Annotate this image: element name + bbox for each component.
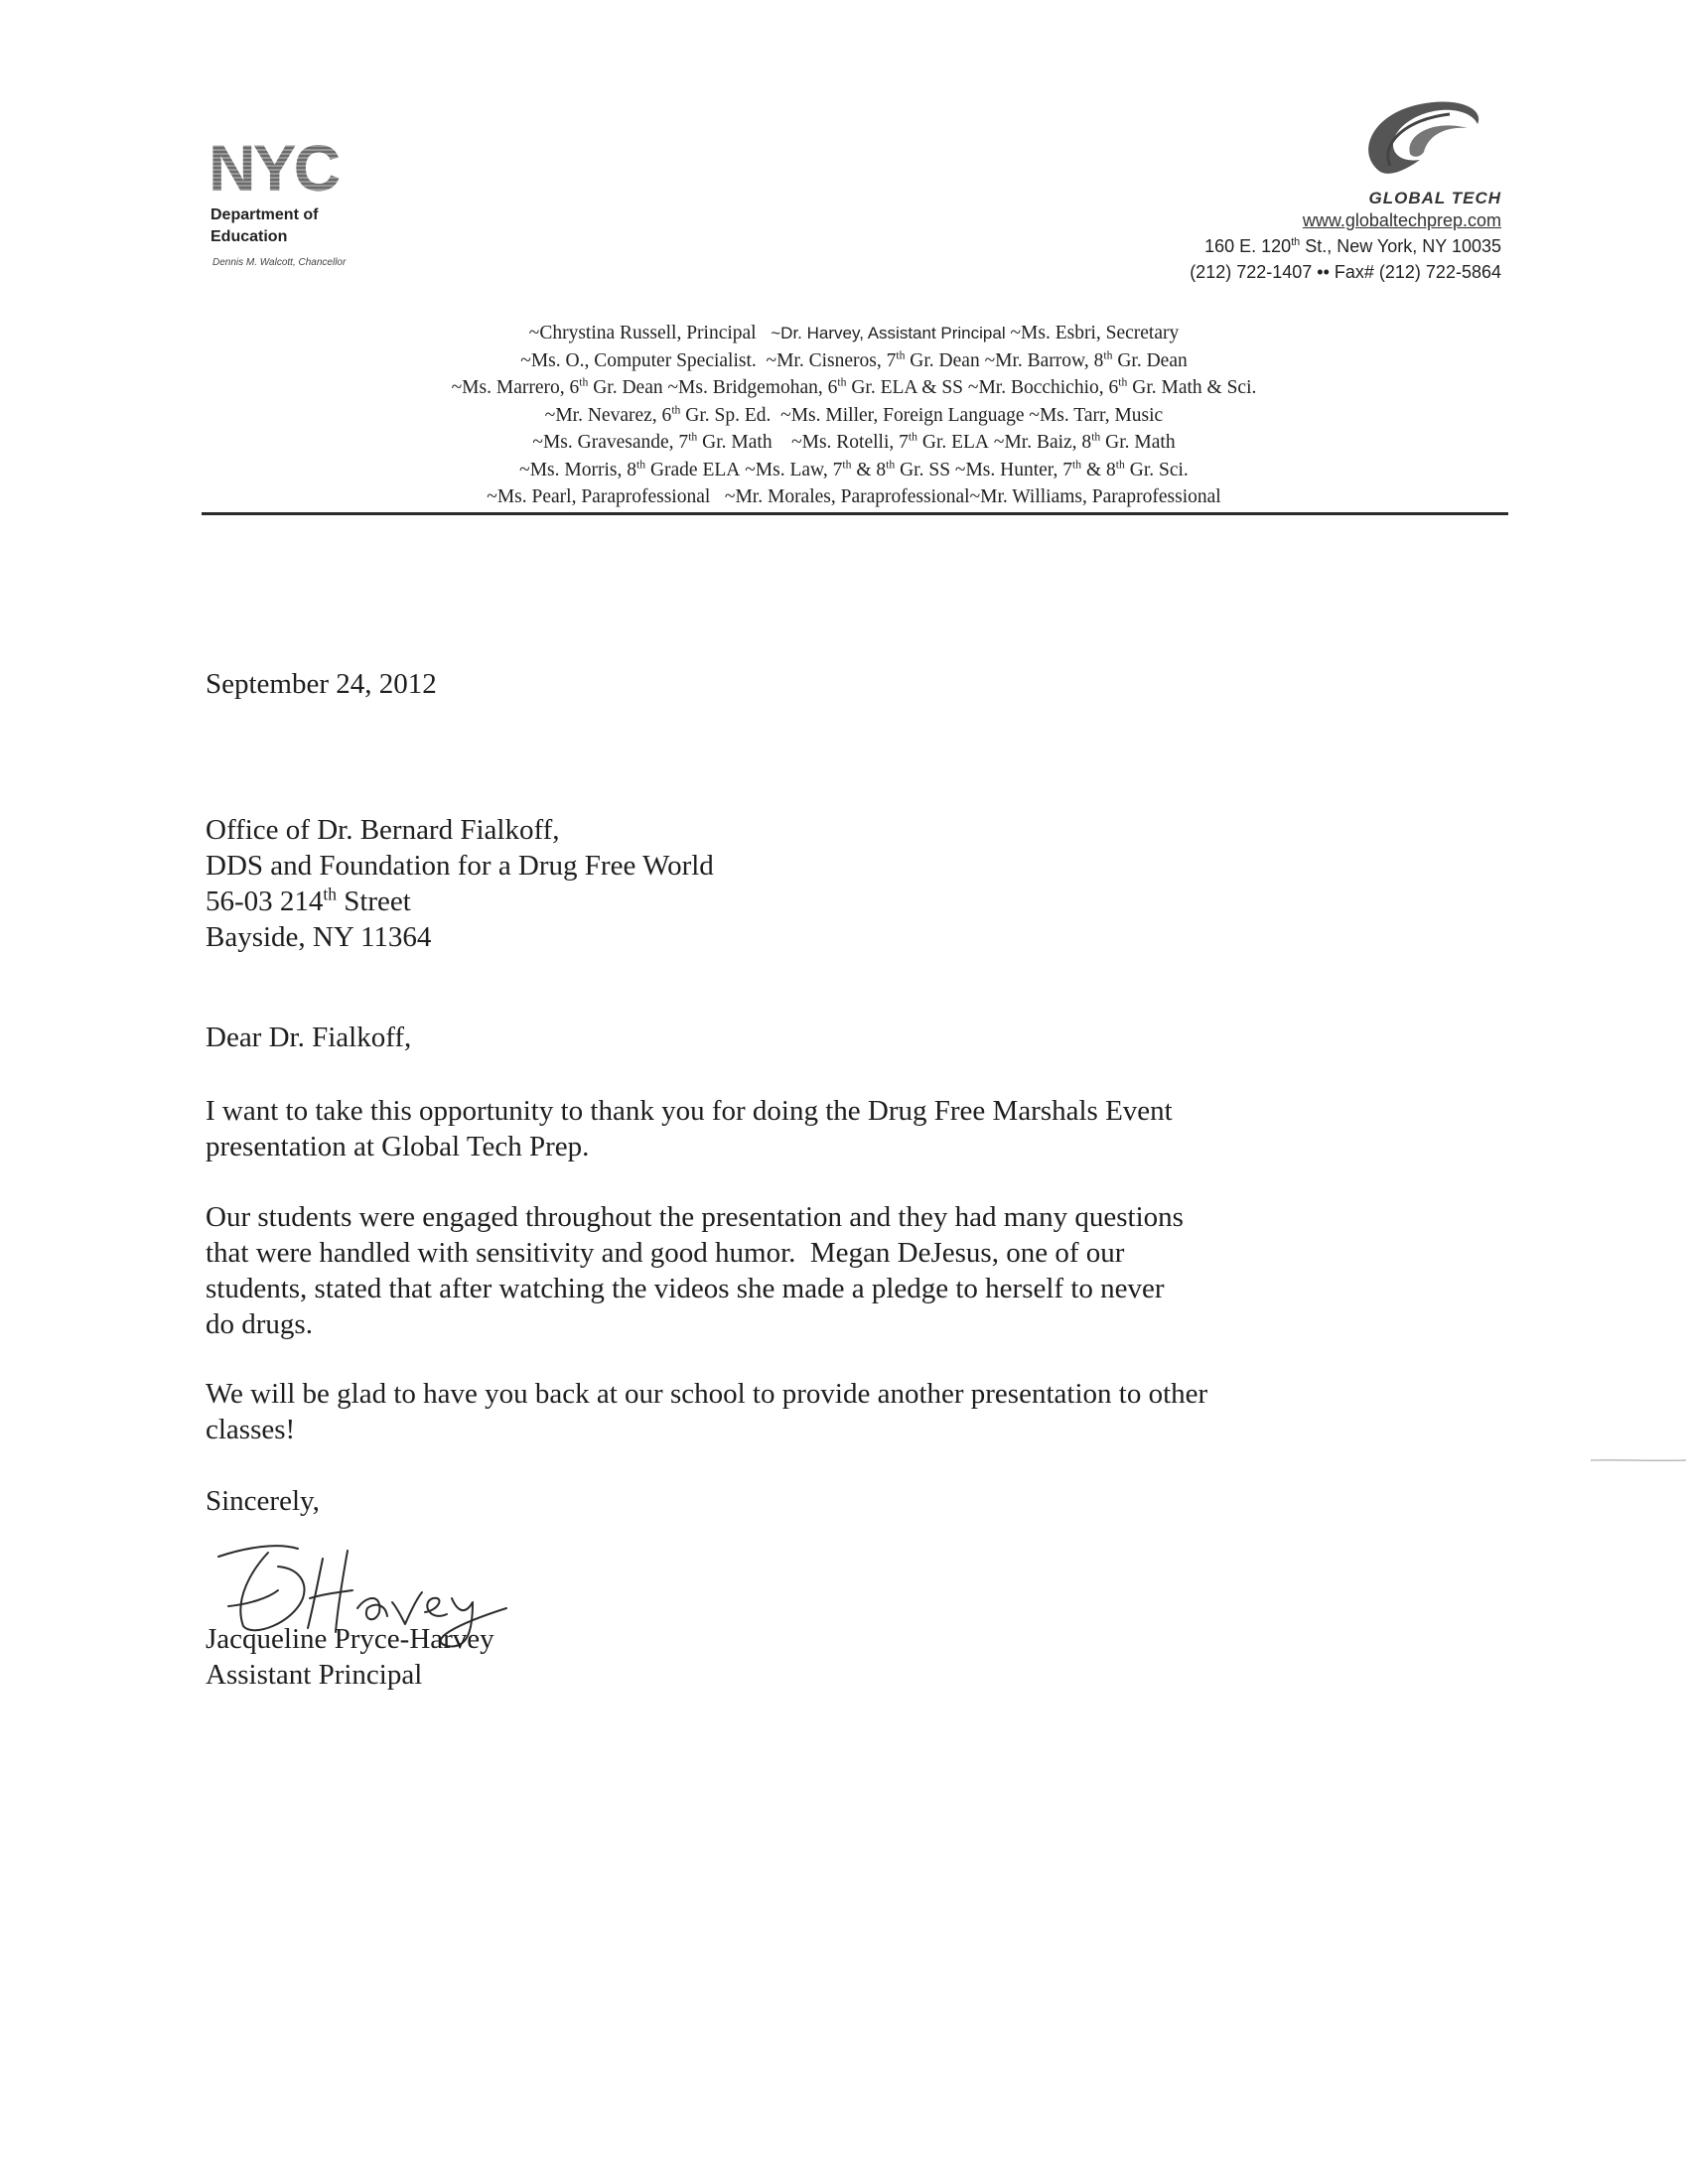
recipient-line-1: Office of Dr. Bernard Fialkoff, — [206, 814, 560, 846]
school-name: GLOBAL TECH — [1368, 189, 1501, 207]
staff-line-5: ~Ms. Gravesande, 7th Gr. Math ~Ms. Rotelli, 7th Gr. ELA ~Mr. Baiz, 8th Gr. Math — [532, 430, 1176, 453]
doe-line-1: Department of — [211, 206, 319, 223]
staff-line-4: ~Mr. Nevarez, 6th Gr. Sp. Ed. ~Ms. Miller, Foreign Language ~Ms. Tarr, Music — [544, 403, 1164, 426]
paragraph-3 — [206, 1376, 1516, 1447]
paragraph-1-line-2: presentation at Global Tech Prep. — [206, 1131, 590, 1162]
staff-line-1: ~Chrystina Russell, Principal ~Dr. Harvey, Assistant Principal ~Ms. Esbri, Secretary — [528, 323, 1180, 343]
letterhead-divider — [202, 512, 1508, 515]
paragraph-2-line-3: students, stated that after watching the videos she made a pledge to herself to never — [206, 1273, 1165, 1304]
paragraph-2-line-4: do drugs. — [206, 1308, 313, 1340]
staff-line-6: ~Ms. Morris, 8th Grade ELA ~Ms. Law, 7th & 8th Gr. SS ~Ms. Hunter, 7th & 8th Gr. Sci. — [519, 458, 1189, 480]
staff-line-3: ~Ms. Marrero, 6th Gr. Dean ~Ms. Bridgemohan, 6th Gr. ELA & SS ~Mr. Bocchichio, 6th Gr. Math & Sci. — [451, 375, 1257, 398]
staff-list — [199, 320, 1509, 511]
school-phone-fax: (212) 722-1407 •• Fax# (212) 722-5864 — [1190, 262, 1501, 282]
school-website-link[interactable]: www.globaltechprep.com — [1302, 210, 1501, 230]
paragraph-2 — [206, 1199, 1516, 1342]
paragraph-2-line-1: Our students were engaged throughout the presentation and they had many questions — [206, 1201, 1184, 1233]
recipient-line-3: 56-03 214th Street — [206, 884, 411, 917]
staff-line-2: ~Ms. O., Computer Specialist. ~Mr. Cisneros, 7th Gr. Dean ~Mr. Barrow, 8th Gr. Dean — [520, 348, 1188, 371]
paragraph-3-line-1: We will be glad to have you back at our school to provide another presentation to other — [206, 1378, 1208, 1410]
doe-line-2: Education — [211, 228, 288, 245]
nyc-logo-text: NYC — [209, 139, 339, 201]
paragraph-3-line-2: classes! — [206, 1414, 296, 1445]
global-tech-logo-icon — [1350, 94, 1489, 189]
nyc-logo — [209, 139, 377, 201]
letter-date: September 24, 2012 — [206, 668, 437, 700]
scan-edge-mark — [1589, 1457, 1688, 1463]
salutation: Dear Dr. Fialkoff, — [206, 1022, 412, 1053]
recipient-line-4: Bayside, NY 11364 — [206, 921, 432, 953]
signer-title: Assistant Principal — [206, 1659, 423, 1691]
staff-line-7: ~Ms. Pearl, Paraprofessional ~Mr. Morales, Paraprofessional~Mr. Williams, Paraprofessional — [487, 486, 1221, 507]
signer-name: Jacqueline Pryce-Harvey — [206, 1623, 494, 1655]
school-address: 160 E. 120th St., New York, NY 10035 — [1204, 236, 1501, 256]
chancellor-line: Dennis M. Walcott, Chancellor — [212, 257, 347, 268]
paragraph-1-line-1: I want to take this opportunity to thank you for doing the Drug Free Marshals Event — [206, 1095, 1173, 1127]
paragraph-2-line-2: that were handled with sensitivity and good humor. Megan DeJesus, one of our — [206, 1237, 1125, 1269]
closing: Sincerely, — [206, 1485, 320, 1517]
recipient-address — [206, 812, 1516, 955]
recipient-line-2: DDS and Foundation for a Drug Free World — [206, 850, 714, 882]
paragraph-1 — [206, 1093, 1516, 1164]
